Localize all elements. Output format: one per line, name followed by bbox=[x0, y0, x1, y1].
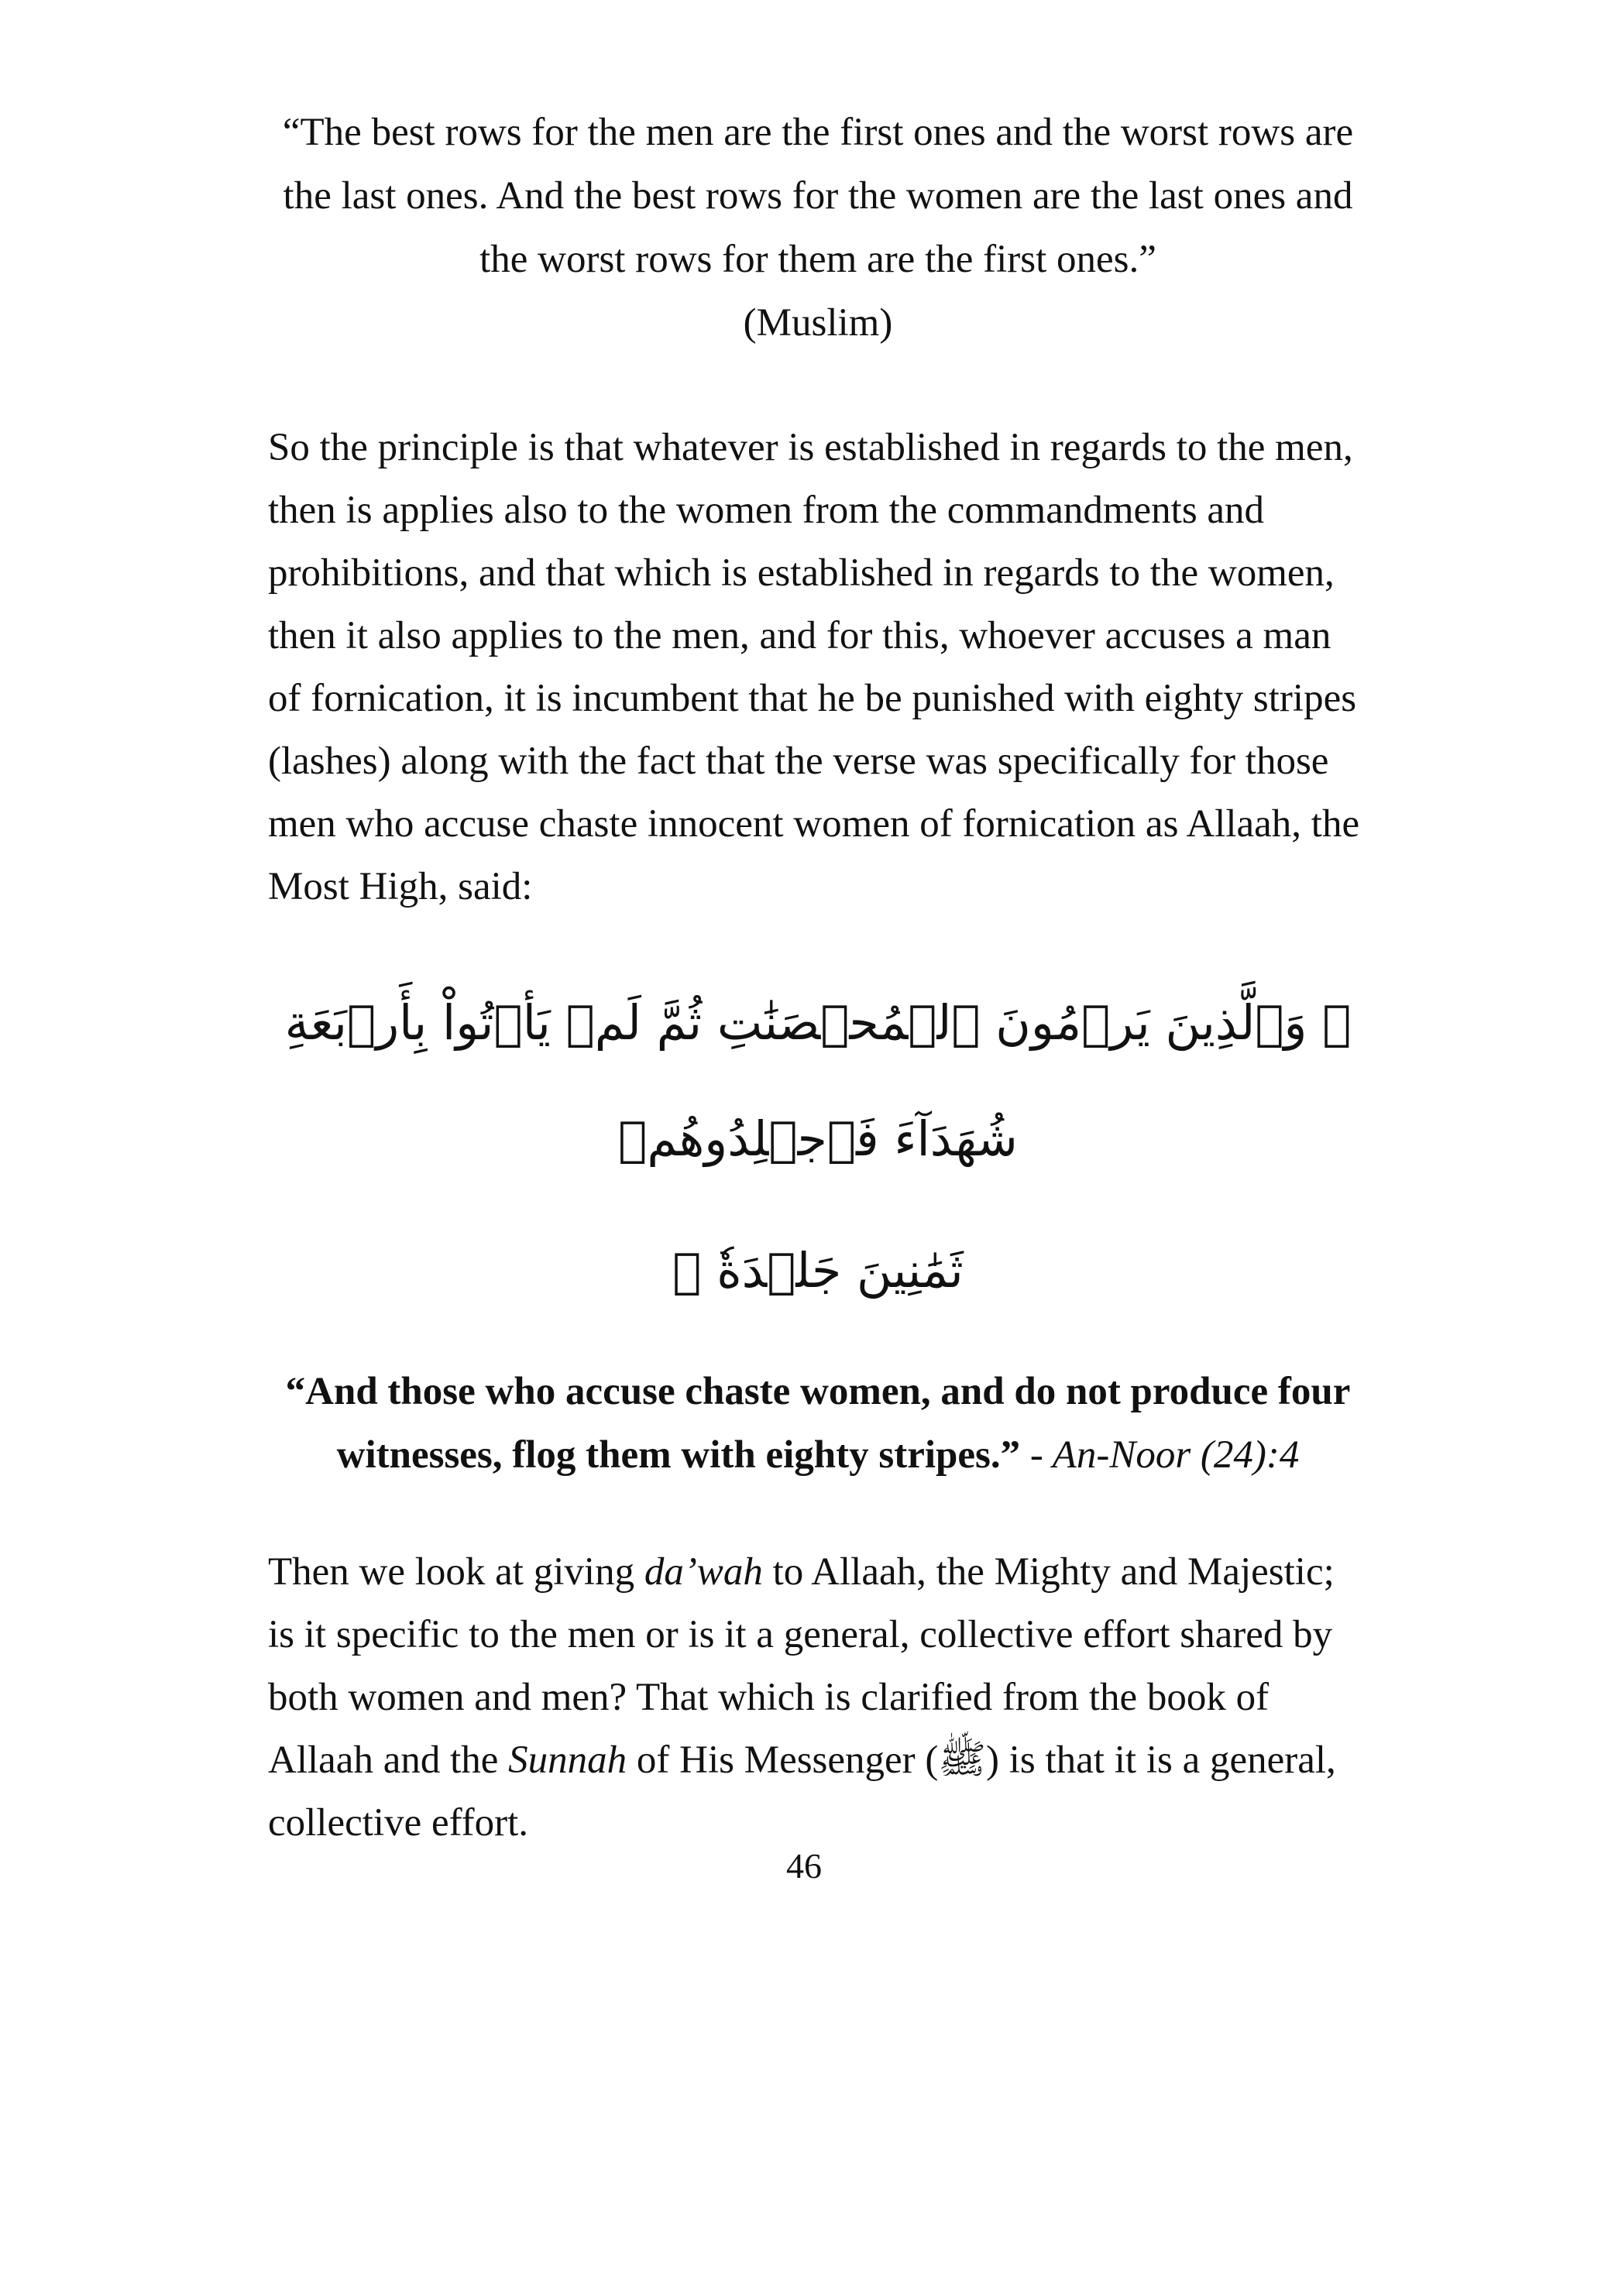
hadith-source: (Muslim) bbox=[743, 301, 893, 345]
paragraph-dawah-part-1: Then we look at giving bbox=[268, 1550, 644, 1594]
arabic-verse-line-1: ﴿ وَٱلَّذِينَ يَرۡمُونَ ٱلۡمُحۡصَنَٰتِ ثُمَّ لَمۡ يَأۡتُواْ بِأَرۡبَعَةِ شُهَدَآءَ فَٱجۡلِدُوهُمۡ bbox=[284, 994, 1352, 1167]
page-number: 46 bbox=[786, 1846, 822, 1886]
arabic-verse-line-2: ثَمَٰنِينَ جَلۡدَةٗ ﴾ bbox=[672, 1242, 964, 1299]
page-content bbox=[268, 101, 1368, 1855]
paragraph-principle: So the principle is that whatever is established in regards to the men, then is applies also to the women from the commandments and prohibitions, and that which is established in regards to the women, then it also applies to the men, and for this, whoever accuses a man of fornication, it is incumbent that he be punished with eighty stripes (lashes) along with the fact that the verse was specifically for those men who accuse chaste innocent women of fornication as Allaah, the Most High, said: bbox=[268, 426, 1360, 908]
paragraph-dawah bbox=[268, 1541, 1368, 1855]
verse-translation-text: “And those who accuse chaste women, and do not produce four witnesses, flog them with eighty stripes.” bbox=[285, 1370, 1351, 1477]
paragraph-dawah-part-2: to Allaah, the Mighty and Majestic; is it specific to the men or is it a general, collective effort shared by both women and men? That which is clarified from the book of Allaah and the bbox=[268, 1550, 1335, 1782]
paragraph-dawah-part-3: of His Messenger (ﷺ) is that it is a general, collective effort. bbox=[268, 1738, 1336, 1845]
verse-translation bbox=[268, 1360, 1368, 1487]
hadith-quote: “The best rows for the men are the first ones and the worst rows are the last ones. And the best rows for the women are the last ones and the worst rows for them are the first ones.” bbox=[282, 111, 1354, 281]
term-sunnah: Sunnah bbox=[508, 1738, 627, 1782]
verse-reference: - An-Noor (24):4 bbox=[1020, 1433, 1300, 1477]
term-dawah: da’wah bbox=[644, 1550, 763, 1594]
